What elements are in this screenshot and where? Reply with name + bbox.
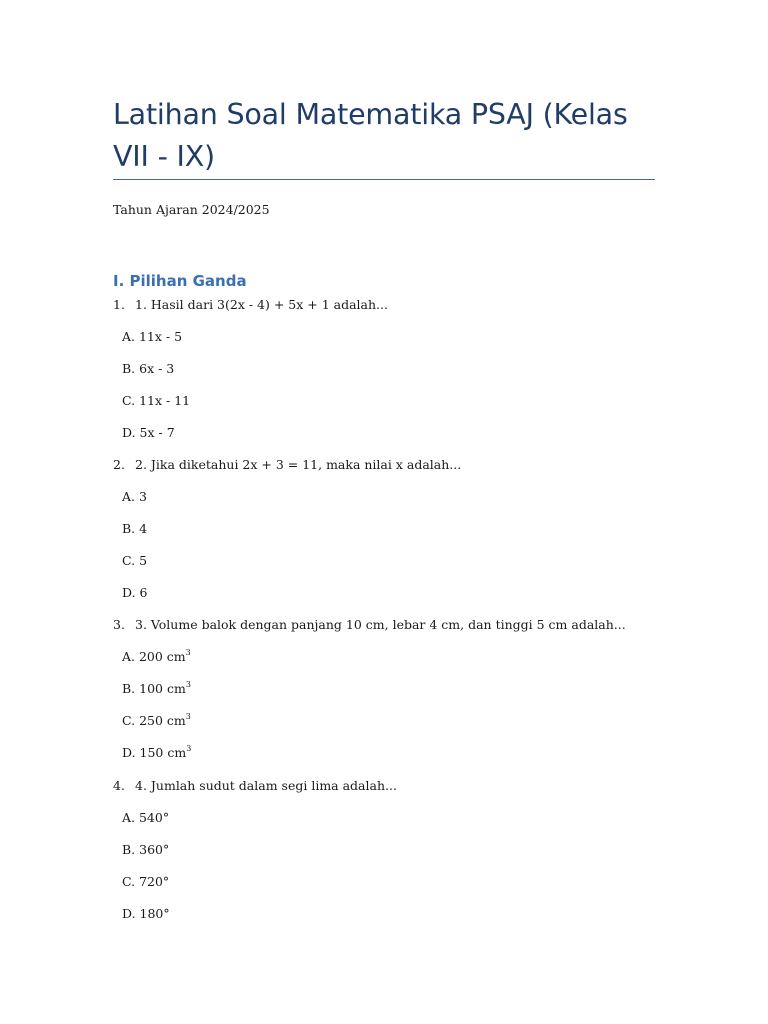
option-label: C. 5: [122, 553, 148, 568]
option-label: A. 200 cm: [122, 649, 186, 664]
option-label: A. 540°: [122, 810, 170, 825]
option-label: A. 11x - 5: [122, 329, 183, 344]
option-superscript: 3: [185, 647, 191, 657]
question-number: 4.: [113, 778, 125, 793]
option-1-b[interactable]: [122, 361, 174, 377]
option-3-c[interactable]: [122, 713, 191, 729]
option-label: D. 5x - 7: [122, 425, 175, 440]
question-text: 3. Volume balok dengan panjang 10 cm, lebar 4 cm, dan tinggi 5 cm adalah...: [135, 617, 626, 632]
option-4-b[interactable]: [122, 842, 169, 858]
option-label: D. 150 cm: [122, 745, 187, 760]
option-2-a[interactable]: [122, 489, 147, 505]
option-1-c[interactable]: [122, 393, 190, 409]
option-3-d[interactable]: [122, 745, 191, 761]
option-label: C. 250 cm: [122, 713, 186, 728]
question-number: 3.: [113, 617, 125, 632]
document-subtitle: Tahun Ajaran 2024/2025: [113, 202, 270, 217]
question-number: 2.: [113, 457, 125, 472]
document-title: Latihan Soal Matematika PSAJ (Kelas VII - IX): [113, 98, 628, 173]
section-heading: I. Pilihan Ganda: [113, 272, 247, 290]
option-1-d[interactable]: [122, 425, 175, 441]
option-1-a[interactable]: [122, 329, 182, 345]
option-4-c[interactable]: [122, 874, 169, 890]
option-4-d[interactable]: [122, 906, 170, 922]
option-superscript: 3: [186, 743, 192, 753]
option-superscript: 3: [185, 711, 191, 721]
option-label: D. 6: [122, 585, 148, 600]
option-superscript: 3: [185, 679, 191, 689]
option-3-a[interactable]: [122, 649, 191, 665]
question-text: 2. Jika diketahui 2x + 3 = 11, maka nilai x adalah...: [135, 457, 462, 472]
option-3-b[interactable]: [122, 681, 191, 697]
option-label: B. 360°: [122, 842, 170, 857]
option-label: C. 720°: [122, 874, 170, 889]
option-label: D. 180°: [122, 906, 170, 921]
option-label: B. 4: [122, 521, 148, 536]
option-2-d[interactable]: [122, 585, 147, 601]
option-4-a[interactable]: [122, 810, 169, 826]
question-text: 4. Jumlah sudut dalam segi lima adalah...: [135, 778, 397, 793]
option-label: A. 3: [122, 489, 147, 504]
option-label: C. 11x - 11: [122, 393, 191, 408]
option-label: B. 100 cm: [122, 681, 186, 696]
option-2-b[interactable]: [122, 521, 147, 537]
question-text: 1. Hasil dari 3(2x - 4) + 5x + 1 adalah...: [135, 297, 388, 312]
option-2-c[interactable]: [122, 553, 147, 569]
title-underline: [113, 179, 655, 180]
option-label: B. 6x - 3: [122, 361, 175, 376]
question-number: 1.: [113, 297, 125, 312]
